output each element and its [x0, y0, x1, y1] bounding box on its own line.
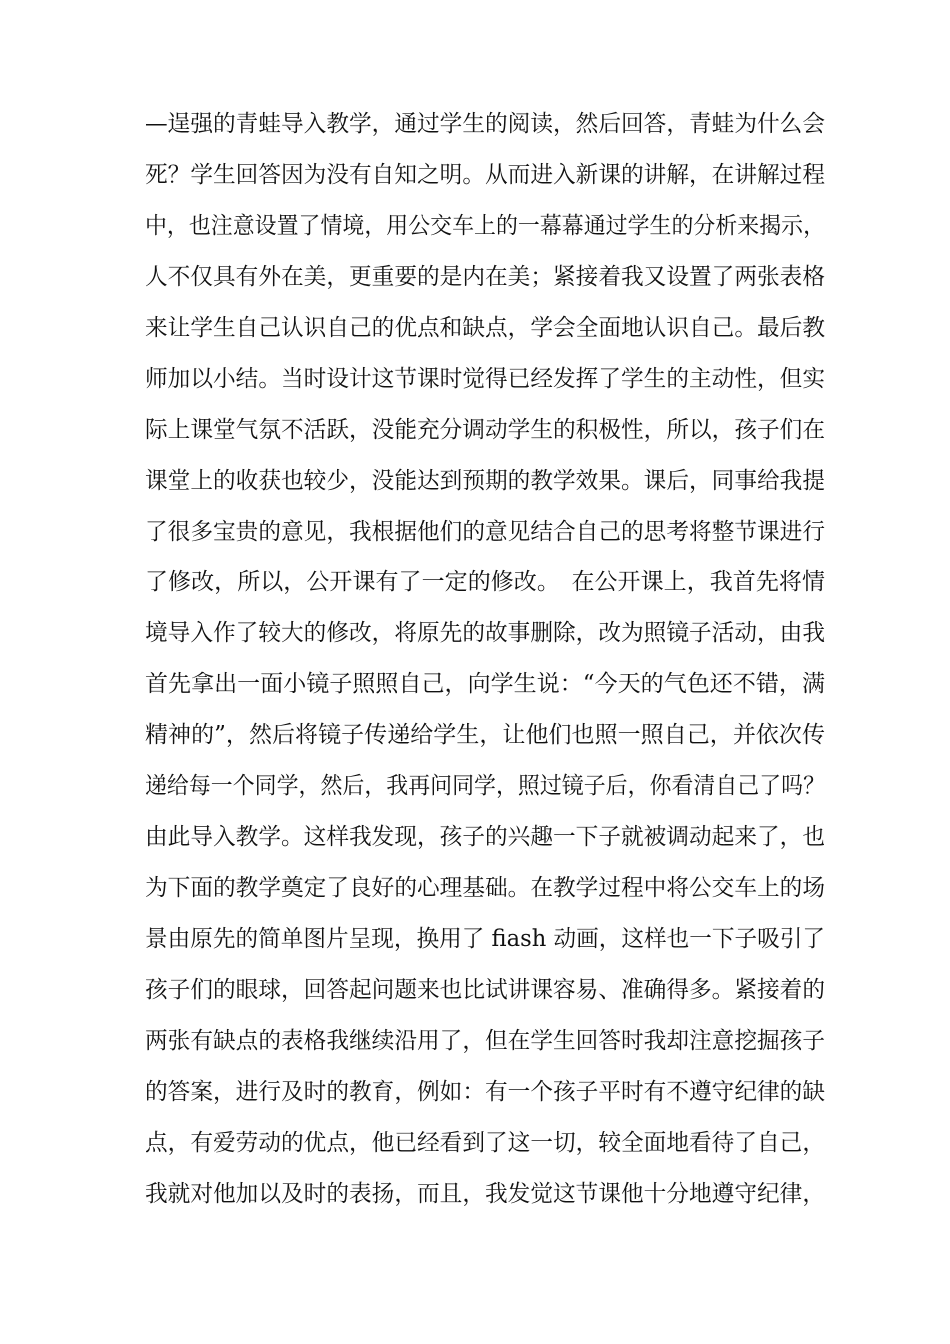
text-line-content: 师加以小结。当时设计这节课时觉得已经发挥了学生的主动性，但实 — [145, 365, 825, 392]
text-line — [145, 713, 825, 757]
text-line-content: 死？学生回答因为没有自知之明。从而进入新课的讲解，在讲解过程 — [145, 161, 825, 188]
text-line-content: 点，有爱劳动的优点，他已经看到了这一切，较全面地看待了自己， — [145, 1129, 825, 1156]
text-line-content: 景由原先的简单图片呈现，换用了 fiash 动画，这样也一下子吸引了 — [145, 926, 825, 952]
text-line — [145, 153, 825, 197]
text-line-content: 由此导入教学。这样我发现，孩子的兴趣一下子就被调动起来了，也 — [145, 824, 825, 851]
text-line — [145, 510, 825, 554]
text-line-content: 人不仅具有外在美，更重要的是内在美；紧接着我又设置了两张表格 — [145, 263, 825, 290]
text-line-content: 两张有缺点的表格我继续沿用了，但在学生回答时我却注意挖掘孩子 — [145, 1027, 825, 1054]
text-line-content: 精神的”，然后将镜子传递给学生，让他们也照一照自己，并依次传 — [145, 722, 825, 749]
text-line — [145, 1172, 825, 1216]
text-line — [145, 968, 825, 1012]
text-line — [145, 560, 825, 604]
text-line — [145, 1070, 825, 1114]
text-line-content: 孩子们的眼球，回答起问题来也比试讲课容易、准确得多。紧接着的 — [145, 976, 825, 1003]
text-line — [145, 1121, 825, 1165]
text-line-content: 际上课堂气氛不活跃，没能充分调动学生的积极性，所以，孩子们在 — [145, 416, 825, 443]
text-line — [145, 204, 825, 248]
text-line-content: 递给每一个同学，然后，我再问同学，照过镜子后，你看清自己了吗？ — [145, 773, 825, 800]
text-line — [145, 815, 825, 859]
text-line — [145, 1019, 825, 1063]
text-line — [145, 255, 825, 299]
text-line — [145, 662, 825, 706]
text-line-content: 境导入作了较大的修改，将原先的故事删除，改为照镜子活动，由我 — [145, 620, 825, 647]
text-line-content: 首先拿出一面小镜子照照自己，向学生说：“今天的气色还不错，满 — [145, 671, 825, 698]
text-line-content: 的答案，进行及时的教育，例如：有一个孩子平时有不遵守纪律的缺 — [145, 1078, 825, 1105]
text-line — [145, 866, 825, 910]
text-line-content: 中，也注意设置了情境，用公交车上的一幕幕通过学生的分析来揭示， — [145, 212, 825, 239]
text-line-content: 了修改，所以，公开课有了一定的修改。 在公开课上，我首先将情 — [145, 569, 825, 596]
text-line — [145, 459, 825, 503]
text-line-content: 我就对他加以及时的表扬，而且，我发觉这节课他十分地遵守纪律， — [145, 1180, 825, 1207]
text-line-content: 了很多宝贵的意见，我根据他们的意见结合自己的思考将整节课进行 — [145, 518, 825, 545]
text-line — [145, 917, 825, 961]
body-text — [145, 102, 825, 1223]
text-line — [145, 306, 825, 350]
text-line-content: —逞强的青蛙导入教学，通过学生的阅读，然后回答，青蛙为什么会 — [145, 111, 825, 137]
text-line-content: 来让学生自己认识自己的优点和缺点，学会全面地认识自己。最后教 — [145, 314, 825, 341]
text-line — [145, 102, 825, 146]
text-line — [145, 764, 825, 808]
text-line — [145, 357, 825, 401]
text-line — [145, 611, 825, 655]
text-line-content: 为下面的教学奠定了良好的心理基础。在教学过程中将公交车上的场 — [145, 875, 825, 902]
text-line-content: 课堂上的收获也较少，没能达到预期的教学效果。课后，同事给我提 — [145, 467, 825, 494]
text-line — [145, 408, 825, 452]
